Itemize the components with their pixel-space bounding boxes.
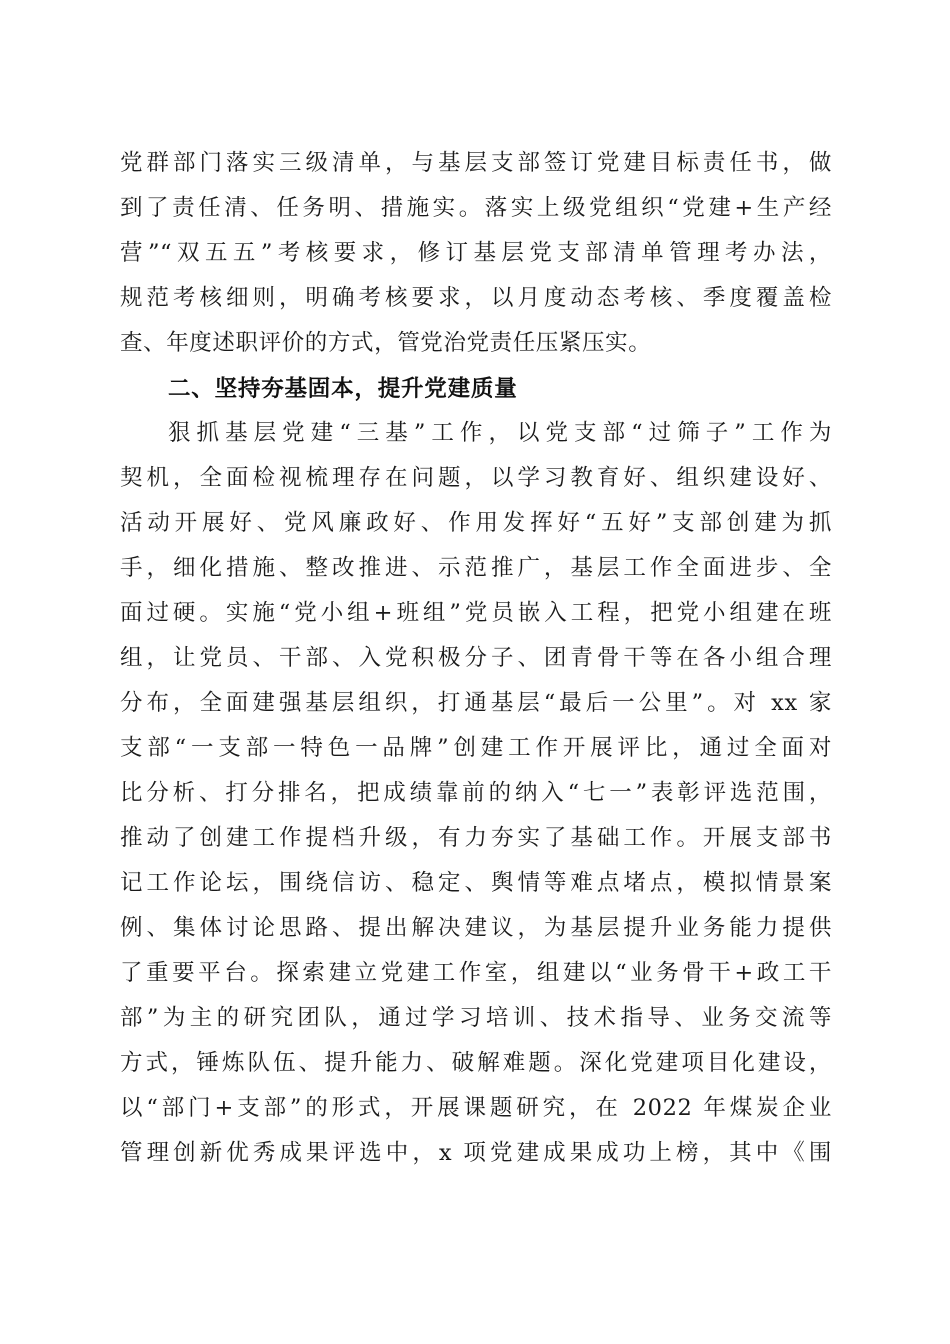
paragraph-line: 面过硬。实施“党小组+班组”党员嵌入工程，把党小组建在班 [120, 600, 832, 626]
paragraph-line: 活动开展好、党风廉政好、作用发挥好“五好”支部创建为抓 [120, 510, 832, 536]
paragraph-line: 契机，全面检视梳理存在问题，以学习教育好、组织建设好、 [120, 465, 832, 491]
paragraph-line: 到了责任清、任务明、措施实。落实上级党组织“党建+生产经 [120, 195, 832, 221]
paragraph-line: 管理创新优秀成果评选中，x 项党建成果成功上榜，其中《围 [120, 1140, 832, 1166]
paragraph-line: 以“部门+支部”的形式，开展课题研究，在 2022 年煤炭企业 [120, 1095, 832, 1121]
paragraph-line: 记工作论坛，围绕信访、稳定、舆情等难点堵点，模拟情景案 [120, 870, 832, 896]
paragraph-line: 部”为主的研究团队，通过学习培训、技术指导、业务交流等 [120, 1005, 832, 1031]
section-heading: 二、坚持夯基固本，提升党建质量 [168, 376, 518, 402]
paragraph-line: 方式，锤炼队伍、提升能力、破解难题。深化党建项目化建设， [120, 1050, 832, 1076]
paragraph-line: 规范考核细则，明确考核要求，以月度动态考核、季度覆盖检 [120, 285, 832, 311]
paragraph-line: 例、集体讨论思路、提出解决建议，为基层提升业务能力提供 [120, 915, 832, 941]
paragraph-line: 党群部门落实三级清单，与基层支部签订党建目标责任书，做 [120, 150, 832, 176]
paragraph-line: 比分析、打分排名，把成绩靠前的纳入“七一”表彰评选范围， [120, 780, 832, 806]
paragraph-line: 手，细化措施、整改推进、示范推广，基层工作全面进步、全 [120, 555, 832, 581]
paragraph-line: 狠抓基层党建“三基”工作，以党支部“过筛子”工作为 [168, 420, 832, 446]
paragraph-line: 了重要平台。探索建立党建工作室，组建以“业务骨干+政工干 [120, 960, 832, 986]
paragraph-line: 分布，全面建强基层组织，打通基层“最后一公里”。对 xx 家 [120, 690, 832, 716]
paragraph-line: 组，让党员、干部、入党积极分子、团青骨干等在各小组合理 [120, 645, 832, 671]
paragraph-line: 营”“双五五”考核要求，修订基层党支部清单管理考办法， [120, 240, 832, 266]
paragraph-line: 推动了创建工作提档升级，有力夯实了基础工作。开展支部书 [120, 825, 832, 851]
paragraph-line: 支部“一支部一特色一品牌”创建工作开展评比，通过全面对 [120, 735, 832, 761]
paragraph-line: 查、年度述职评价的方式，管党治党责任压紧压实。 [120, 330, 652, 356]
